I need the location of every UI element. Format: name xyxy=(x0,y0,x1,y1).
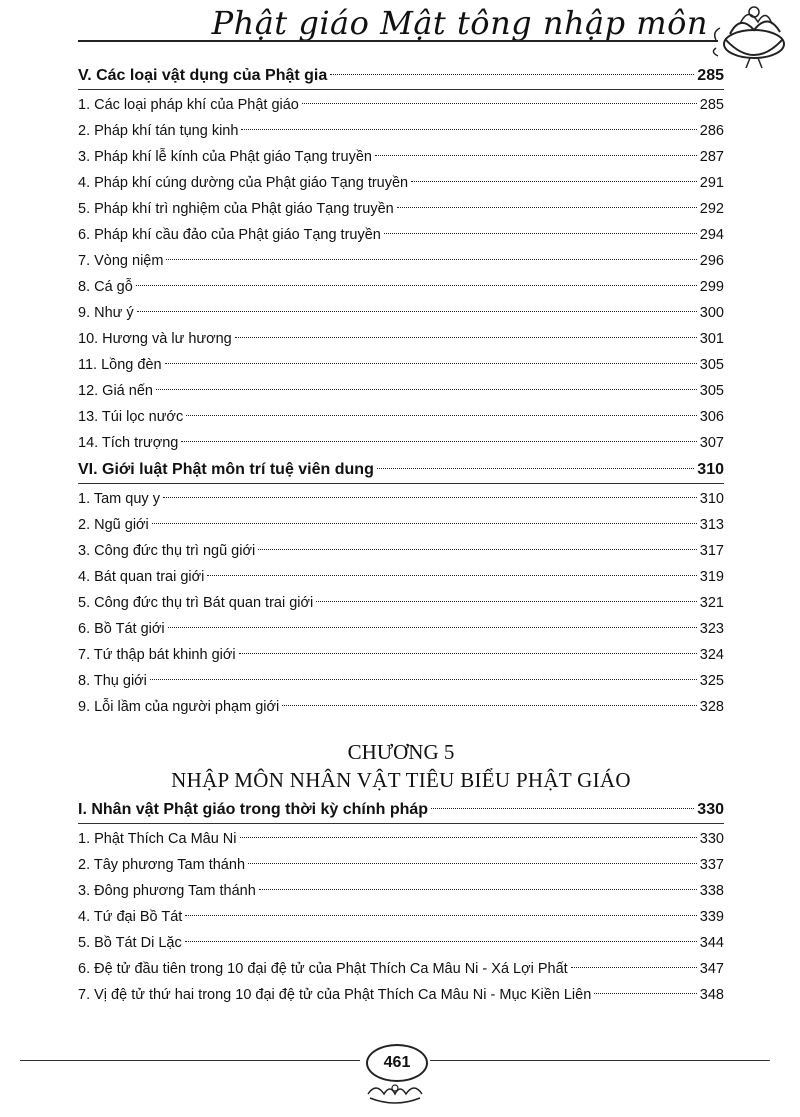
toc-entry-label: 1. Tam quy y xyxy=(78,491,160,507)
toc-entry-page: 307 xyxy=(699,435,724,451)
toc-entry-label: 2. Ngũ giới xyxy=(78,517,149,533)
toc-entry[interactable] xyxy=(78,642,724,668)
toc-entry[interactable] xyxy=(78,878,724,904)
header-rule xyxy=(78,40,718,42)
toc-entry[interactable] xyxy=(78,512,724,538)
toc-entry-page: 300 xyxy=(699,305,724,321)
section-divider xyxy=(78,483,724,484)
running-header-title: Phật giáo Mật tông nhập môn xyxy=(211,4,708,42)
toc-section-heading[interactable] xyxy=(78,796,724,823)
toc-section-heading[interactable] xyxy=(78,62,724,89)
toc-entry[interactable] xyxy=(78,668,724,694)
toc-entry-page: 299 xyxy=(699,279,724,295)
toc-entry-page: 323 xyxy=(699,621,724,637)
toc-entry-label: 14. Tích trượng xyxy=(78,435,179,451)
toc-entry-label: 5. Bồ Tát Di Lặc xyxy=(78,935,182,951)
toc-entry-label: 6. Đệ tử đầu tiên trong 10 đại đệ tử của Phật Thích Ca Mâu Ni - Xá Lợi Phất xyxy=(78,961,568,977)
toc-entry[interactable] xyxy=(78,564,724,590)
toc-entry-label: 5. Công đức thụ trì Bát quan trai giới xyxy=(78,595,314,611)
toc-entry-label: 3. Đông phương Tam thánh xyxy=(78,883,256,899)
dot-leader xyxy=(384,233,697,234)
toc-entry-label: 1. Các loại pháp khí của Phật giáo xyxy=(78,97,299,113)
toc-entry-label: 3. Pháp khí lễ kính của Phật giáo Tạng truyền xyxy=(78,149,372,165)
toc-entry-page: 291 xyxy=(699,175,724,191)
toc-entry[interactable] xyxy=(78,170,724,196)
toc-heading-page: 310 xyxy=(697,461,724,478)
toc-entry-page: 339 xyxy=(699,909,724,925)
dot-leader xyxy=(571,967,697,968)
toc-entry[interactable] xyxy=(78,930,724,956)
dot-leader xyxy=(185,915,697,916)
toc-heading-label: V. Các loại vật dụng của Phật gia xyxy=(78,67,328,84)
toc-entry[interactable] xyxy=(78,538,724,564)
toc-entry-label: 11. Lồng đèn xyxy=(78,357,162,373)
toc-entry[interactable] xyxy=(78,378,724,404)
dot-leader xyxy=(181,441,696,442)
toc-entry[interactable] xyxy=(78,486,724,512)
footer-rule-right xyxy=(430,1060,770,1061)
toc-entry-page: 325 xyxy=(699,673,724,689)
toc-entry-label: 2. Tây phương Tam thánh xyxy=(78,857,246,873)
toc-entry-page: 348 xyxy=(699,987,724,1003)
toc-entry-page: 286 xyxy=(699,123,724,139)
toc-entry[interactable] xyxy=(78,590,724,616)
toc-entry[interactable] xyxy=(78,616,724,642)
chapter-title: NHẬP MÔN NHÂN VẬT TIÊU BIỂU PHẬT GIÁO xyxy=(171,768,631,792)
toc-entry-label: 4. Bát quan trai giới xyxy=(78,569,205,585)
toc-entry-label: 3. Công đức thụ trì ngũ giới xyxy=(78,543,256,559)
section-divider xyxy=(78,823,724,824)
toc-entry-page: 301 xyxy=(699,331,724,347)
toc-entry-label: 5. Pháp khí trì nghiệm của Phật giáo Tạng truyền xyxy=(78,201,394,217)
toc-entry-label: 4. Pháp khí cúng dường của Phật giáo Tạng truyền xyxy=(78,175,409,191)
toc-entry[interactable] xyxy=(78,352,724,378)
toc-entry-page: 305 xyxy=(699,357,724,373)
toc-entry-label: 9. Như ý xyxy=(78,305,134,321)
toc-entry-page: 347 xyxy=(699,961,724,977)
toc-heading-page: 330 xyxy=(697,801,724,818)
toc-heading-page: 285 xyxy=(697,67,724,84)
toc-entry-page: 313 xyxy=(699,517,724,533)
toc-entry-page: 324 xyxy=(699,647,724,663)
toc-entry[interactable] xyxy=(78,852,724,878)
dot-leader xyxy=(302,103,697,104)
toc-entry-page: 321 xyxy=(699,595,724,611)
toc-entry[interactable] xyxy=(78,826,724,852)
toc-entry[interactable] xyxy=(78,144,724,170)
dot-leader xyxy=(248,863,697,864)
dot-leader xyxy=(239,653,697,654)
toc-entry[interactable] xyxy=(78,118,724,144)
dot-leader xyxy=(165,363,697,364)
lotus-bowl-ornament-icon xyxy=(710,0,794,70)
footer-rule-left xyxy=(20,1060,360,1061)
dot-leader xyxy=(186,415,697,416)
dot-leader xyxy=(411,181,697,182)
toc-entry[interactable] xyxy=(78,404,724,430)
dot-leader xyxy=(166,259,696,260)
toc-entry[interactable] xyxy=(78,274,724,300)
toc-entry[interactable] xyxy=(78,904,724,930)
toc-entry-label: 4. Tứ đại Bồ Tát xyxy=(78,909,183,925)
toc-entry[interactable] xyxy=(78,430,724,456)
dot-leader xyxy=(163,497,697,498)
toc-entry-page: 319 xyxy=(699,569,724,585)
toc-entry-label: 7. Vị đệ tử thứ hai trong 10 đại đệ tử của Phật Thích Ca Mâu Ni - Mục Kiền Liên xyxy=(78,987,592,1003)
toc-heading-label: I. Nhân vật Phật giáo trong thời kỳ chính pháp xyxy=(78,801,429,818)
toc-entry-label: 6. Pháp khí cầu đảo của Phật giáo Tạng truyền xyxy=(78,227,381,243)
toc-entry-label: 7. Vòng niệm xyxy=(78,253,164,269)
toc-entry-label: 13. Túi lọc nước xyxy=(78,409,184,425)
toc-entry-page: 305 xyxy=(699,383,724,399)
dot-leader xyxy=(375,155,697,156)
dot-leader xyxy=(168,627,697,628)
toc-entry[interactable] xyxy=(78,248,724,274)
dot-leader xyxy=(185,941,697,942)
toc-entry[interactable] xyxy=(78,222,724,248)
dot-leader xyxy=(235,337,697,338)
dot-leader xyxy=(152,523,697,524)
toc-entry-page: 328 xyxy=(699,699,724,715)
lotus-ornament-icon xyxy=(364,1080,426,1106)
toc-entry[interactable] xyxy=(78,300,724,326)
section-divider xyxy=(78,89,724,90)
toc-entry-page: 310 xyxy=(699,491,724,507)
toc-entry-label: 1. Phật Thích Ca Mâu Ni xyxy=(78,831,237,847)
page-number: 461 xyxy=(366,1044,428,1082)
dot-leader xyxy=(431,808,694,809)
dot-leader xyxy=(241,129,696,130)
toc-entry-page: 296 xyxy=(699,253,724,269)
dot-leader xyxy=(330,74,694,75)
toc-entry[interactable] xyxy=(78,196,724,222)
toc-entry-page: 294 xyxy=(699,227,724,243)
toc-entry-page: 317 xyxy=(699,543,724,559)
toc-entry-page: 344 xyxy=(699,935,724,951)
toc-entry[interactable] xyxy=(78,92,724,118)
dot-leader xyxy=(282,705,697,706)
toc-entry-page: 306 xyxy=(699,409,724,425)
toc-entry-page: 337 xyxy=(699,857,724,873)
dot-leader xyxy=(137,311,697,312)
dot-leader xyxy=(240,837,697,838)
toc-entry[interactable] xyxy=(78,694,724,720)
dot-leader xyxy=(377,468,694,469)
toc-entry-label: 2. Pháp khí tán tụng kinh xyxy=(78,123,239,139)
toc-entry-label: 8. Thụ giới xyxy=(78,673,147,689)
toc-heading-label: VI. Giới luật Phật môn trí tuệ viên dung xyxy=(78,461,374,478)
toc-entry-label: 8. Cá gỗ xyxy=(78,279,133,295)
toc-entry-label: 12. Giá nến xyxy=(78,383,153,399)
toc-entry-page: 330 xyxy=(699,831,724,847)
dot-leader xyxy=(150,679,697,680)
dot-leader xyxy=(156,389,697,390)
toc-entry-page: 292 xyxy=(699,201,724,217)
dot-leader xyxy=(136,285,697,286)
toc-section-heading[interactable] xyxy=(78,456,724,483)
table-of-contents xyxy=(78,62,724,1008)
toc-entry[interactable] xyxy=(78,326,724,352)
toc-entry-page: 338 xyxy=(699,883,724,899)
toc-entry[interactable] xyxy=(78,982,724,1008)
toc-entry-label: 9. Lỗi lầm của người phạm giới xyxy=(78,699,280,715)
toc-entry-page: 287 xyxy=(699,149,724,165)
toc-entry-page: 285 xyxy=(699,97,724,113)
dot-leader xyxy=(259,889,697,890)
toc-entry-label: 6. Bồ Tát giới xyxy=(78,621,165,637)
dot-leader xyxy=(316,601,697,602)
dot-leader xyxy=(258,549,697,550)
dot-leader xyxy=(594,993,697,994)
toc-entry[interactable] xyxy=(78,956,724,982)
toc-entry-label: 7. Tứ thập bát khinh giới xyxy=(78,647,236,663)
chapter-number: CHƯƠNG 5 xyxy=(347,740,455,764)
dot-leader xyxy=(397,207,697,208)
toc-entry-label: 10. Hương và lư hương xyxy=(78,331,232,347)
dot-leader xyxy=(207,575,696,576)
